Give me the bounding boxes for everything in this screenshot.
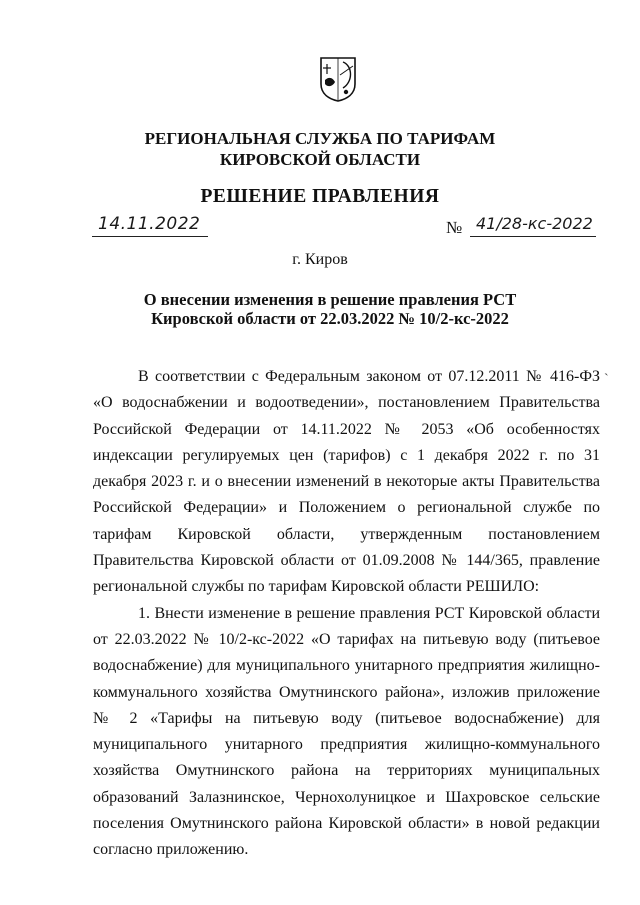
handwritten-document-number: 41/28-кс-2022 xyxy=(476,214,593,233)
agency-name-line1: РЕГИОНАЛЬНАЯ СЛУЖБА ПО ТАРИФАМ xyxy=(144,129,496,148)
item-1-paragraph: 1. Внести изменение в решение правления РСТ Кировской области от 22.03.2022 № 10/2-кс-2022 «О тарифах на питьевую воду (питьевое водоснабжение) для муниципального унитарного предприятия жилищно-коммунального хозяйства Омутнинского района», изложив приложение № 2 «Тарифы на питьевую воду (питьевое водоснабжение) для муниципального унитарного предприятия жилищно-коммунального хозяйства Омутнинского района на территориях муниципальных образований Залазнинское, Чернохолуницкое и Шахровское сельские поселения Омутнинского района Кировской области» в новой редакции согласно приложению. xyxy=(93,604,600,859)
coat-of-arms-emblem xyxy=(319,56,357,102)
preamble-paragraph: В соответствии с Федеральным законом от 07.12.2011 № 416-ФЗ «О водоснабжении и водоотведении», постановлением Правительства Российской Федерации от 14.11.2022 № 2053 «Об особенностях индексации регулируемых цен (тарифов) с 1 декабря 2022 г. по 31 декабря 2023 г. и о внесении изменений в некоторые акты Правительства Российской Федерации» и Положением о региональной службе по тарифам Кировской области, утвержденным постановлением Правительства Кировской области от 01.09.2008 № 144/365, правление региональной службы по тарифам Кировской области РЕШИЛО: xyxy=(93,368,600,596)
agency-name-line2: КИРОВСКОЙ ОБЛАСТИ xyxy=(219,150,421,169)
decision-subject: О внесении изменения в решение правления РСТ Кировской области от 22.03.2022 № 10/2-кс-2022 xyxy=(143,290,517,328)
date-underline xyxy=(92,236,208,237)
margin-mark: ˋ xyxy=(604,372,609,387)
decision-body xyxy=(93,364,600,864)
document-title: РЕШЕНИЕ ПРАВЛЕНИЯ xyxy=(200,186,440,207)
number-underline xyxy=(470,236,596,237)
city-label: г. Киров xyxy=(292,251,348,268)
handwritten-date: 14.11.2022 xyxy=(98,214,201,234)
number-sign: № xyxy=(446,218,463,237)
